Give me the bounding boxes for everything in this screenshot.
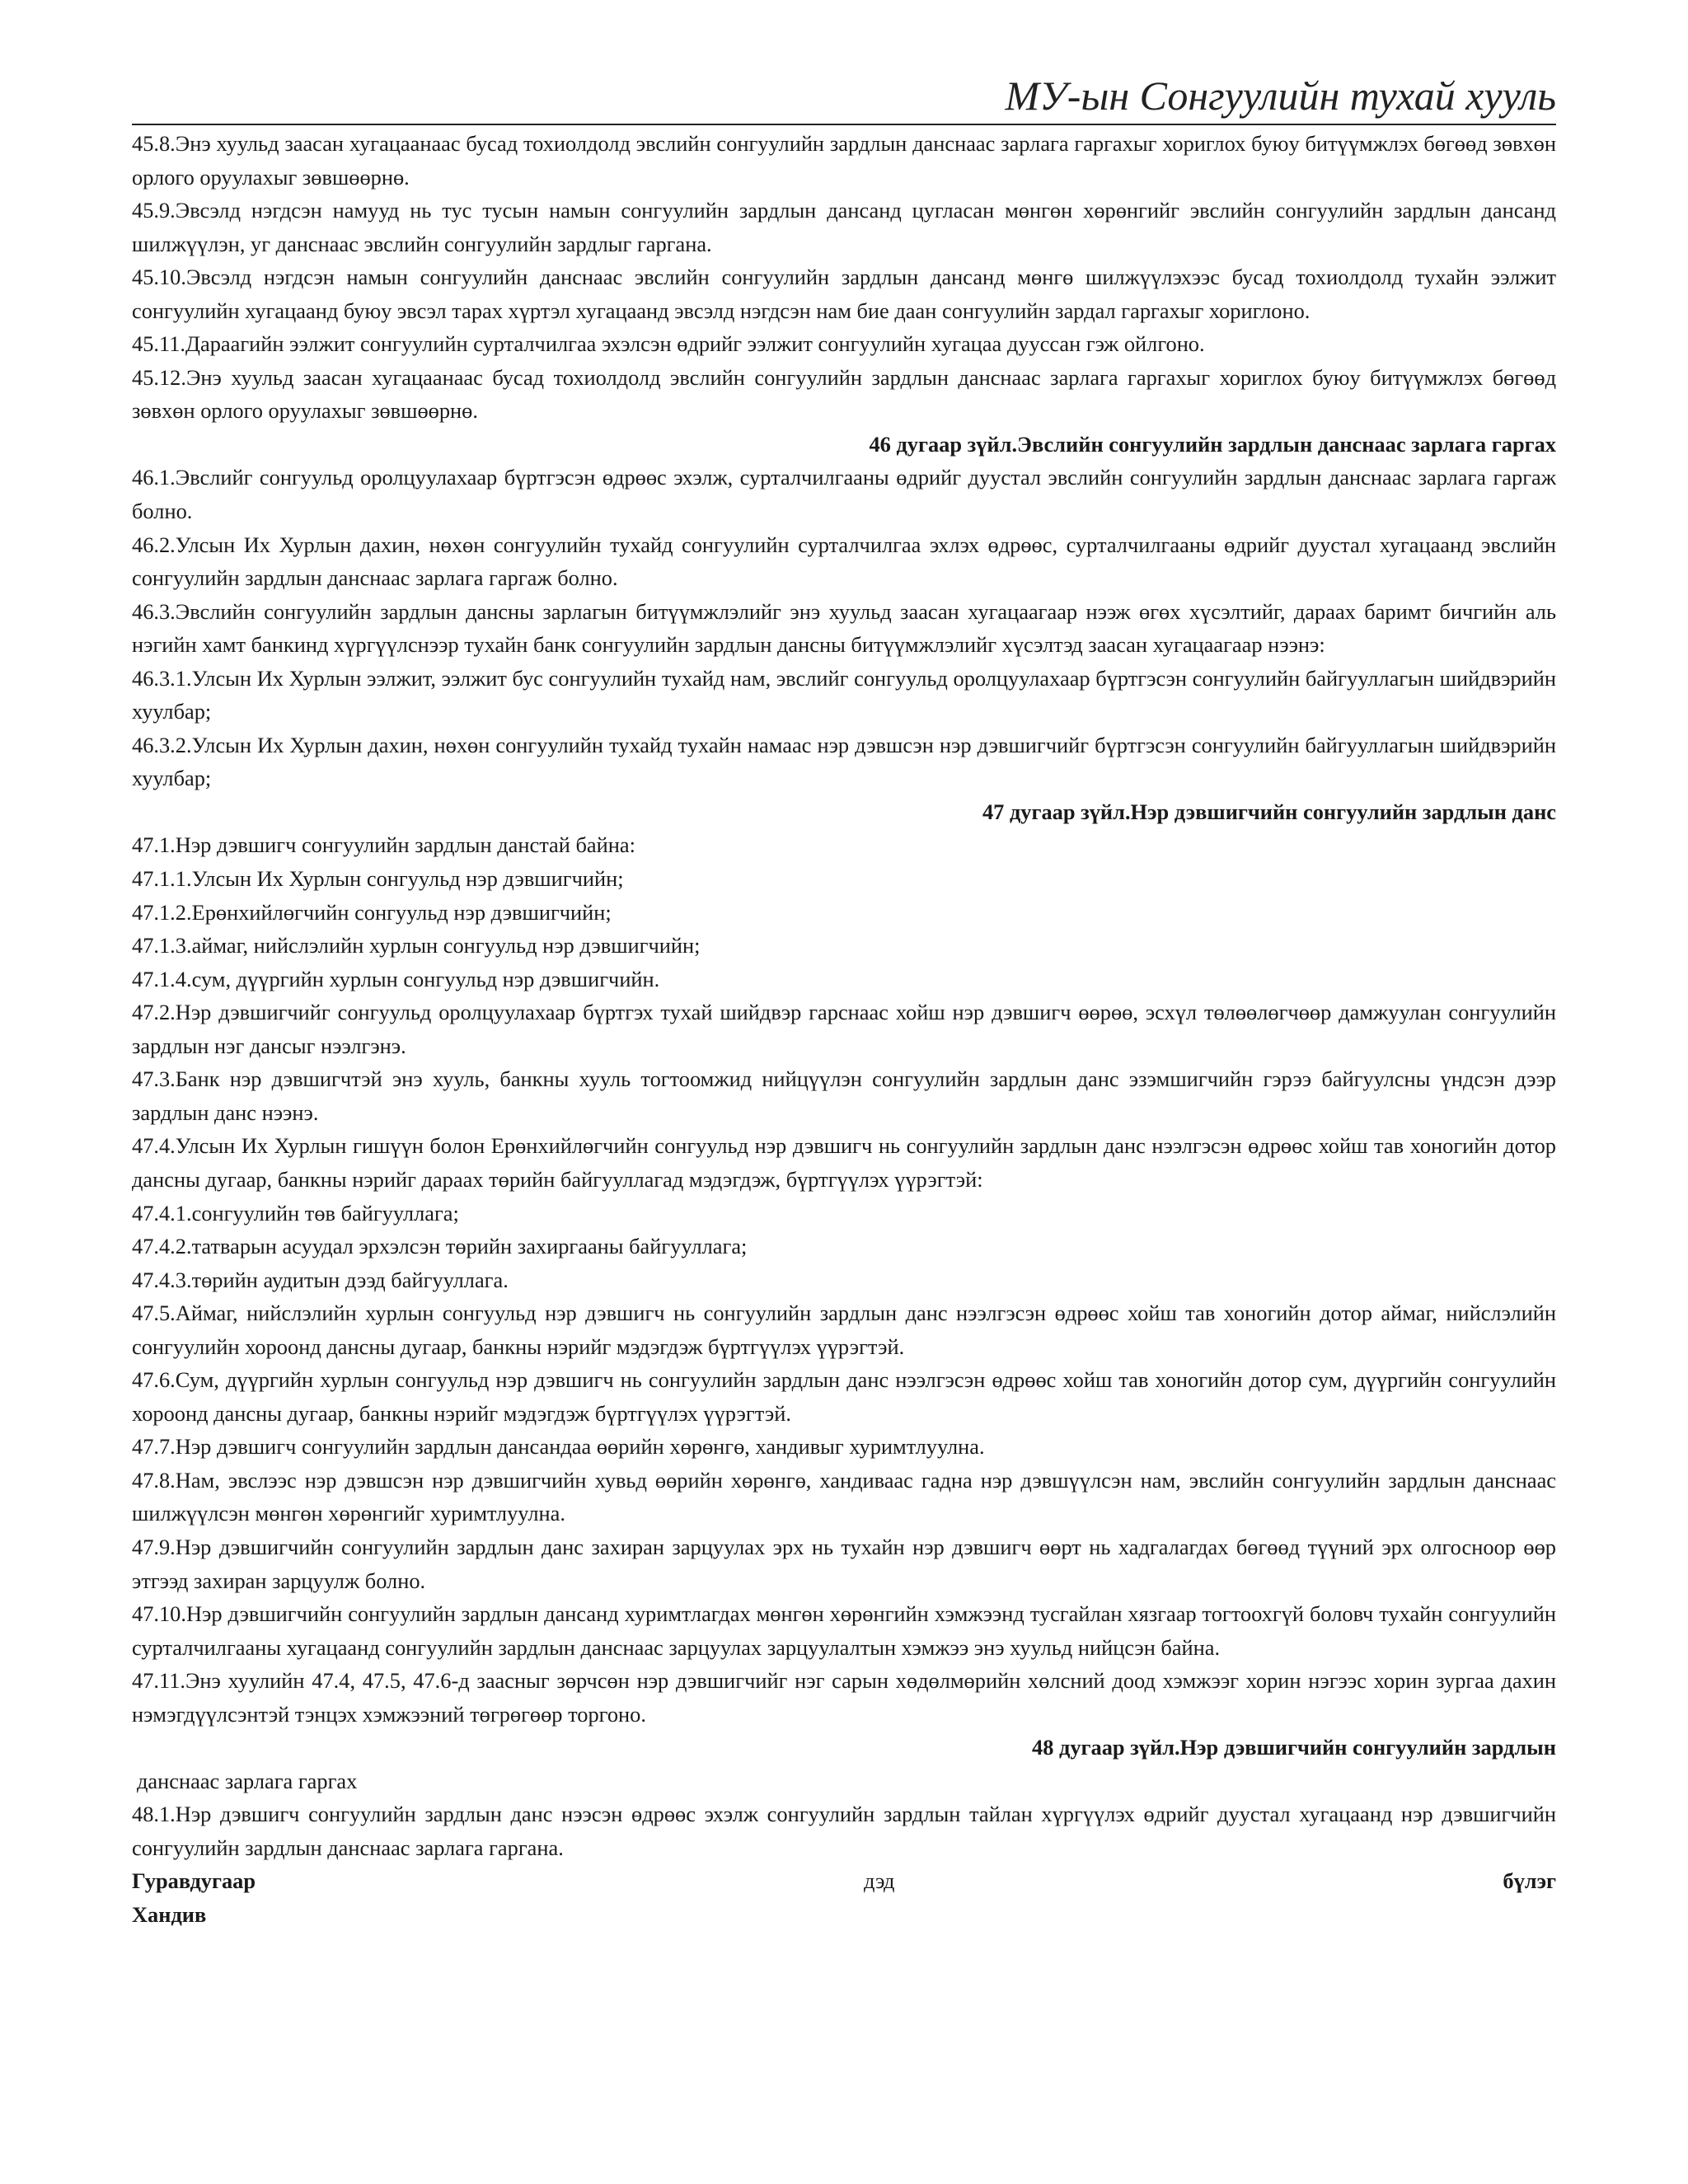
chapter-heading-middle: дэд [863,1868,895,1894]
paragraph-47-1-1: 47.1.1.Улсын Их Хурлын сонгуульд нэр дэвшигчийн; [132,866,624,892]
paragraph-47-1-2: 47.1.2.Ерөнхийлөгчийн сонгуульд нэр дэвшигчийн; [132,899,612,925]
article-46-heading: 46 дугаар зүйл.Эвслийн сонгуулийн зардлын данснаас зарлага гаргах [869,431,1556,457]
paragraph-47-4: 47.4.Улсын Их Хурлын гишүүн болон Ерөнхийлөгчийн сонгуульд нэр дэвшигч нь сонгуулийн зардлын данс нээлгэсэн өдрөөс хойш тав хоногийн дотор дансны дугаар, банкны нэрийг дараах төрийн байгууллагад мэдэгдэж, бүртгүүлэх үүрэгтэй: [132,1133,1556,1192]
paragraph-47-1: 47.1.Нэр дэвшигч сонгуулийн зардлын данстай байна: [132,832,635,858]
paragraph-47-4-2: 47.4.2.татварын асуудал эрхэлсэн төрийн захиргааны байгууллага; [132,1234,748,1259]
paragraph-45-9: 45.9.Эвсэлд нэгдсэн намууд нь тус тусын намын сонгуулийн зардлын дансанд цугласан мөнгөн хөрөнгийг эвслийн сонгуулийн зардлын дансанд шилжүүлэн, уг данснаас эвслийн сонгуулийн зардлыг гаргана. [132,198,1556,256]
chapter-heading-right: бүлэг [1503,1868,1556,1894]
paragraph-45-10: 45.10.Эвсэлд нэгдсэн намын сонгуулийн данснаас эвслийн сонгуулийн зардлын дансанд мөнгө шилжүүлэхээс бусад тохиолдолд тухайн ээлжит сонгуулийн хугацаанд буюу эвсэл тарах хүртэл хугацаанд эвсэлд нэгдсэн нам бие даан сонгуулийн зардал гаргахыг хориглоно. [132,265,1556,323]
paragraph-47-6: 47.6.Сум, дүүргийн хурлын сонгуульд нэр дэвшигч нь сонгуулийн зардлын данс нээлгэсэн өдрөөс хойш тав хоногийн дотор сум, дүүргийн сонгуулийн хороонд дансны дугаар, банкны нэрийг мэдэгдэж бүртгүүлэх үүрэгтэй. [132,1367,1556,1426]
chapter-title: Хандив [132,1901,207,1927]
paragraph-46-3: 46.3.Эвслийн сонгуулийн зардлын дансны зарлагын битүүмжлэлийг энэ хуульд заасан хугацаагаар нээж өгөх хүсэлтийг, дараах баримт бичгийн аль нэгийн хамт банкинд хүргүүлснээр тухайн банк сонгуулийн зардлын дансны битүүмжлэлийг хүсэлтэд заасан хугацаагаар нээнэ: [132,598,1556,658]
article-48-heading-continued: данснаас зарлага гаргах [137,1768,358,1793]
page-header [132,64,1556,125]
paragraph-45-12: 45.12.Энэ хуульд заасан хугацаанаас бусад тохиолдолд эвслийн сонгуулийн зардлын данснаас зарлага гаргахыг хориглох буюу битүүмжлэх бөгөөд зөвхөн орлого оруулахыг зөвшөөрнө. [132,364,1556,424]
article-48-heading: 48 дугаар зүйл.Нэр дэвшигчийн сонгуулийн зардлын [1032,1735,1556,1760]
paragraph-47-1-4: 47.1.4.сум, дүүргийн хурлын сонгуульд нэр дэвшигчийн. [132,966,660,991]
paragraph-47-4-3: 47.4.3.төрийн аудитын дээд байгууллага. [132,1267,509,1292]
article-47-heading: 47 дугаар зүйл.Нэр дэвшигчийн сонгуулийн зардлын данс [982,799,1556,824]
paragraph-47-9: 47.9.Нэр дэвшигчийн сонгуулийн зардлын данс захиран зарцуулах эрх нь тухайн нэр дэвшигч өөрт нь хадгалагдах бөгөөд түүний эрх олгосноор өөр этгээд захиран зарцуулж болно. [132,1534,1556,1593]
paragraph-47-2: 47.2.Нэр дэвшигчийг сонгуульд оролцуулахаар бүртгэх тухай шийдвэр гарснаас хойш нэр дэвшигч өөрөө, эсхүл төлөөлөгчөөр дамжуулан сонгуулийн зардлын нэг дансыг нээлгэнэ. [132,1000,1556,1058]
document-body [132,127,1556,1932]
paragraph-47-3: 47.3.Банк нэр дэвшигчтэй энэ хууль, банкны хууль тогтоомжид нийцүүлэн сонгуулийн зардлын данс эзэмшигчийн гэрээ байгуулсны үндсэн дээр зардлын данс нээнэ. [132,1066,1556,1125]
paragraph-47-8: 47.8.Нам, эвслээс нэр дэвшсэн нэр дэвшигчийн хувьд өөрийн хөрөнгө, хандиваас гадна нэр дэвшүүлсэн нам, эвслийн сонгуулийн зардлын данснаас шилжүүлсэн мөнгөн хөрөнгийг хуримтлуулна. [132,1467,1556,1526]
header-title: МУ-ын Сонгуулийн тухай хууль [1005,73,1556,119]
paragraph-47-4-1: 47.4.1.сонгуулийн төв байгууллага; [132,1200,459,1226]
paragraph-48-1: 48.1.Нэр дэвшигч сонгуулийн зардлын данс нээсэн өдрөөс эхэлж сонгуулийн зардлын тайлан хүргүүлэх өдрийг дуустал хугацаанд нэр дэвшигчийн сонгуулийн зардлын данснаас зарлага гаргана. [132,1802,1556,1860]
chapter-heading [132,1864,1556,1898]
paragraph-46-2: 46.2.Улсын Их Хурлын дахин, нөхөн сонгуулийн тухайд сонгуулийн сурталчилгаа эхлэх өдрөөс, сурталчилгааны өдрийг дуустал хугацаанд эвслийн сонгуулийн зардлын данснаас зарлага гаргаж болно. [132,532,1556,591]
paragraph-45-11: 45.11.Дараагийн ээлжит сонгуулийн сурталчилгаа эхэлсэн өдрийг ээлжит сонгуулийн хугацаа дууссан гэж ойлгоно. [132,331,1205,357]
paragraph-47-1-3: 47.1.3.аймаг, нийслэлийн хурлын сонгуульд нэр дэвшигчийн; [132,933,701,958]
paragraph-47-10: 47.10.Нэр дэвшигчийн сонгуулийн зардлын дансанд хуримтлагдах мөнгөн хөрөнгийн хэмжээнд тусгайлан хязгаар тогтоохгүй боловч тухайн сонгуулийн сурталчилгааны хугацаанд сонгуулийн зардлын данснаас зарцуулах зарцуулалтын хэмжээ энэ хуульд нийцсэн байна. [132,1601,1556,1660]
paragraph-45-8: 45.8.Энэ хуульд заасан хугацаанаас бусад тохиолдолд эвслийн сонгуулийн зардлын данснаас зарлага гаргахыг хориглох буюу битүүмжлэх бөгөөд зөвхөн орлого оруулахыг зөвшөөрнө. [132,131,1556,190]
paragraph-46-3-1: 46.3.1.Улсын Их Хурлын ээлжит, ээлжит бус сонгуулийн тухайд нам, эвслийг сонгуульд оролцуулахаар бүртгэсэн сонгуулийн байгууллагын шийдвэрийн хуулбар; [132,665,1556,724]
paragraph-46-1: 46.1.Эвслийг сонгуульд оролцуулахаар бүртгэсэн өдрөөс эхэлж, сурталчилгааны өдрийг дуустал эвслийн сонгуулийн зардлын данснаас зарлага гаргаж болно. [132,465,1556,524]
paragraph-46-3-2: 46.3.2.Улсын Их Хурлын дахин, нөхөн сонгуулийн тухайд тухайн намаас нэр дэвшсэн нэр дэвшигчийг бүртгэсэн сонгуулийн байгууллагын шийдвэрийн хуулбар; [132,732,1556,791]
paragraph-47-11: 47.11.Энэ хуулийн 47.4, 47.5, 47.6-д заасныг зөрчсөн нэр дэвшигчийг нэг сарын хөдөлмөрийн хөлсний доод хэмжээг хорин нэгээс хорин зургаа дахин нэмэгдүүлсэнтэй тэнцэх хэмжээний төгрөгөөр торгоно. [132,1668,1556,1727]
paragraph-47-7: 47.7.Нэр дэвшигч сонгуулийн зардлын дансандаа өөрийн хөрөнгө, хандивыг хуримтлуулна. [132,1434,985,1460]
paragraph-47-5: 47.5.Аймаг, нийслэлийн хурлын сонгуульд нэр дэвшигч нь сонгуулийн зардлын данс нээлгэсэн өдрөөс хойш тав хоногийн дотор аймаг, нийслэлийн сонгуулийн хороонд дансны дугаар, банкны нэрийг мэдэгдэж бүртгүүлэх үүрэгтэй. [132,1301,1556,1359]
chapter-heading-left: Гуравдугаар [132,1868,256,1894]
